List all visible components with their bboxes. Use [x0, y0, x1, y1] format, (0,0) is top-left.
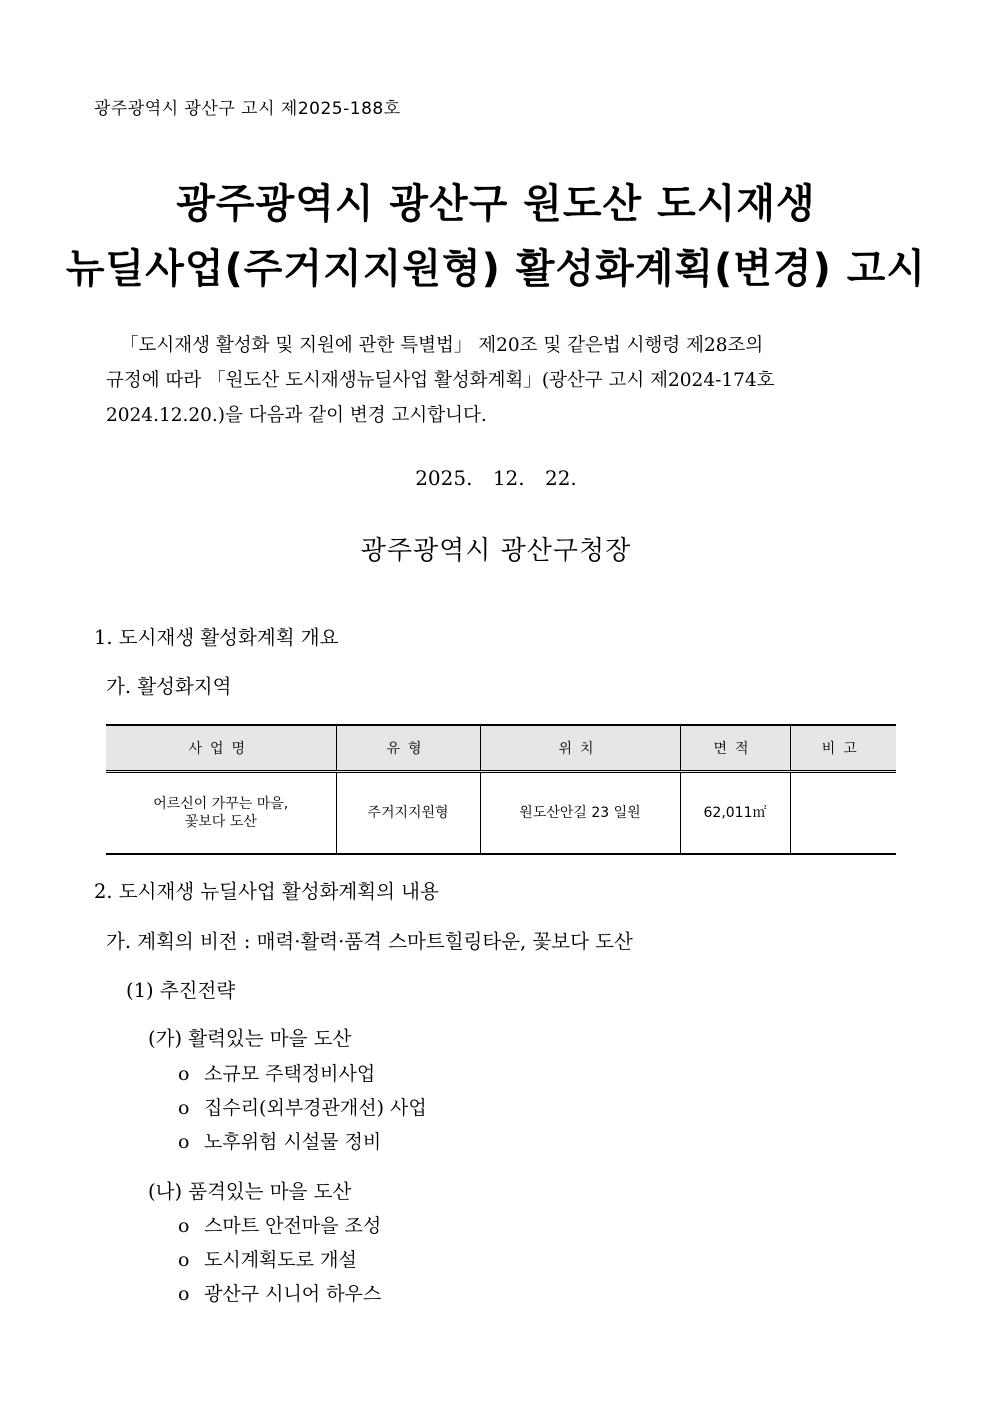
- notice-number: 광주광역시 광산구 고시 제2025-188호: [94, 99, 401, 119]
- list-item: [178, 1211, 381, 1238]
- list-item-text: 집수리(외부경관개선) 사업: [204, 1097, 427, 1119]
- list-item: [178, 1245, 357, 1272]
- section1-subheading: 가. 활성화지역: [106, 675, 232, 698]
- notice-body: [106, 328, 896, 433]
- table-row: [106, 772, 896, 855]
- plan-vision: 가. 계획의 비전 : 매력·활력·품격 스마트힐링타운, 꽃보다 도산: [106, 930, 633, 953]
- bullet-icon: o: [178, 1131, 190, 1153]
- document-title-line1: 광주광역시 광산구 원도산 도시재생: [176, 181, 816, 227]
- bullet-icon: o: [178, 1249, 190, 1271]
- bullet-icon: o: [178, 1097, 190, 1119]
- issuing-office: 광주광역시 광산구청장: [360, 536, 632, 566]
- header-type: 유형: [336, 725, 480, 772]
- cell-note: [790, 772, 896, 855]
- cell-area: 62,011㎡: [680, 772, 790, 855]
- notice-body-line1: 「도시재생 활성화 및 지원에 관한 특별법」 제20조 및 같은법 시행령 제28조의: [120, 335, 764, 356]
- cell-location: 원도산안길 23 일원: [480, 772, 680, 855]
- document-title-line2: 뉴딜사업(주거지지원형) 활성화계획(변경) 고시: [65, 246, 927, 292]
- cell-type: 주거지지원형: [336, 772, 480, 855]
- bullet-icon: o: [178, 1283, 190, 1305]
- strategy-heading: (1) 추진전략: [126, 979, 236, 1002]
- section1-heading: 1. 도시재생 활성화계획 개요: [94, 626, 339, 649]
- list-item: [178, 1059, 375, 1086]
- section2-heading: 2. 도시재생 뉴딜사업 활성화계획의 내용: [94, 880, 439, 903]
- notice-date: 2025. 12. 22.: [415, 466, 577, 490]
- list-item-text: 광산구 시니어 하우스: [204, 1283, 382, 1305]
- list-item: [178, 1127, 381, 1154]
- cell-project-name: [106, 772, 336, 855]
- bullet-icon: o: [178, 1215, 190, 1237]
- header-area: 면적: [680, 725, 790, 772]
- notice-body-line2: 규정에 따라 「원도산 도시재생뉴딜사업 활성화계획」(광산구 고시 제2024-174호: [106, 370, 775, 391]
- strategy-group-title: (나) 품격있는 마을 도산: [148, 1180, 352, 1203]
- list-item-text: 노후위험 시설물 정비: [204, 1131, 382, 1153]
- header-note: 비고: [790, 725, 896, 772]
- project-name-line2: 꽃보다 도산: [184, 814, 257, 830]
- list-item-text: 소규모 주택정비사업: [204, 1063, 376, 1085]
- list-item: [178, 1279, 381, 1306]
- list-item-text: 스마트 안전마을 조성: [204, 1215, 382, 1237]
- list-item: [178, 1093, 427, 1120]
- notice-body-line3: 2024.12.20.)을 다음과 같이 변경 고시합니다.: [106, 405, 487, 426]
- table-header-row: [106, 725, 896, 772]
- project-name-line1: 어르신이 가꾸는 마을,: [153, 796, 289, 812]
- header-location: 위치: [480, 725, 680, 772]
- header-project-name: 사업명: [106, 725, 336, 772]
- strategy-group-title: (가) 활력있는 마을 도산: [148, 1027, 352, 1050]
- activation-area-table: [106, 724, 896, 855]
- bullet-icon: o: [178, 1063, 190, 1085]
- list-item-text: 도시계획도로 개설: [204, 1249, 357, 1271]
